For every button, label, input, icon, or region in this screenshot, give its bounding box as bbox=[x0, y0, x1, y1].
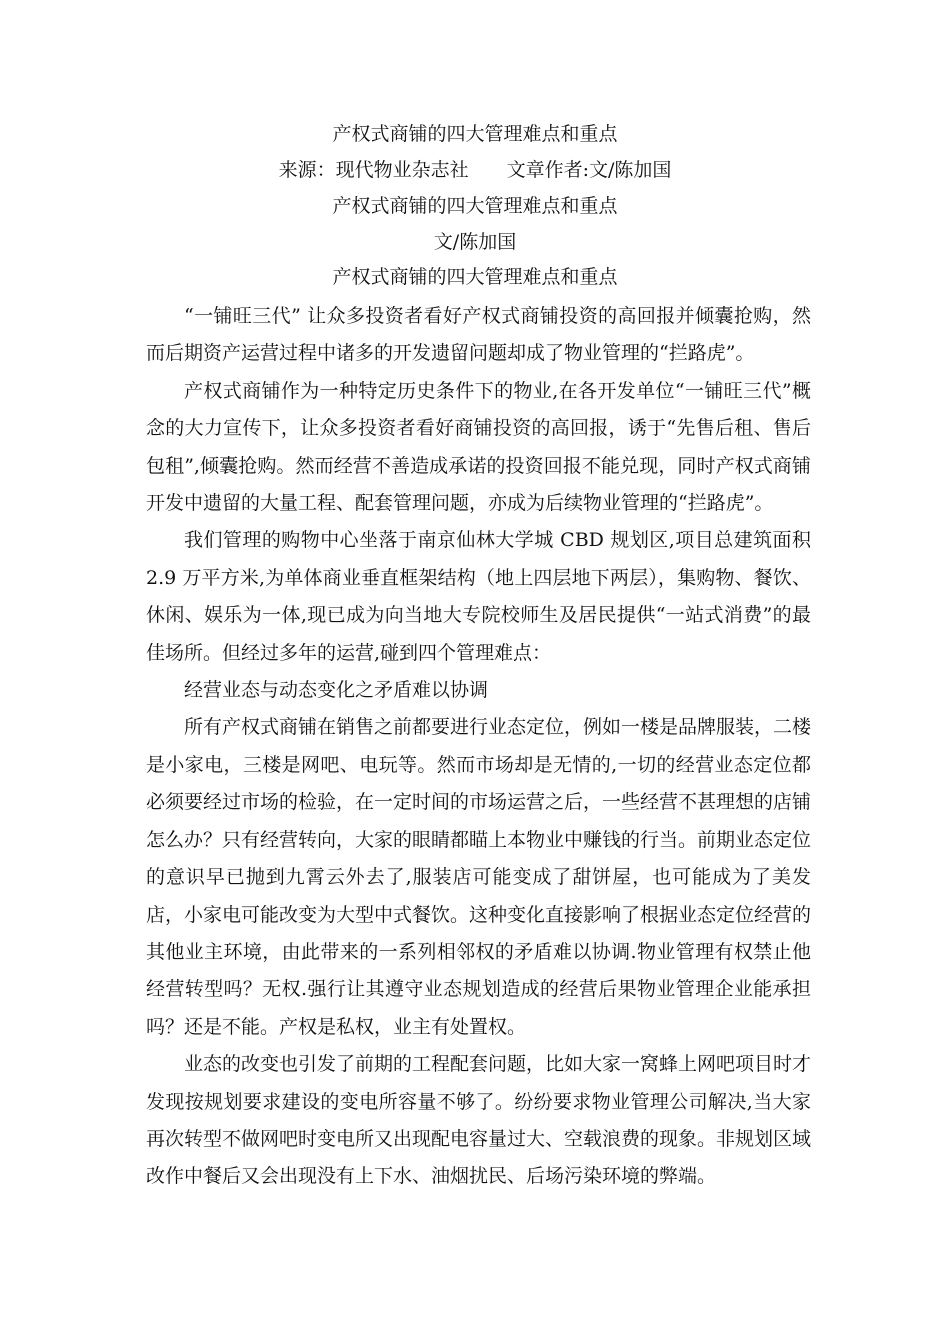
source-line bbox=[0, 158, 950, 182]
paragraph: 我们管理的购物中心坐落于南京仙林大学城 CBD 规划区,项目总建筑面积 2.9 万平方米,为单体商业垂直框架结构（地上四层地下两层），集购物、餐饮、休闲、娱乐为一体,现已成为向当地大专院校师生及居民提供“一站式消费”的最佳场所。但经过多年的运营,碰到四个管理难点： bbox=[146, 529, 811, 664]
byline: 文/陈加国 bbox=[433, 231, 517, 253]
paragraph: 业态的改变也引发了前期的工程配套问题，比如大家一窝蜂上网吧项目时才发现按规划要求建设的变电所容量不够了。纷纷要求物业管理公司解决,当大家再次转型不做网吧时变电所又出现配电容量过大、空载浪费的现象。非规划区域改作中餐后又会出现没有上下水、油烟扰民、后场污染环境的弊端。 bbox=[146, 1053, 812, 1188]
paragraph: 所有产权式商铺在销售之前都要进行业态定位，例如一楼是品牌服装，二楼是小家电，三楼是网吧、电玩等。然而市场却是无情的,一切的经营业态定位都必须要经过市场的检验，在一定时间的市场运营之后，一些经营不甚理想的店铺怎么办？只有经营转向，大家的眼睛都瞄上本物业中赚钱的行当。前期业态定位的意识早已抛到九霄云外去了,服装店可能变成了甜饼屋，也可能成为了美发店，小家电可能改变为大型中式餐饮。这种变化直接影响了根据业态定位经营的其他业主环境，由此带来的一系列相邻权的矛盾难以协调.物业管理有权禁止他经营转型吗？无权.强行让其遵守业态规划造成的经营后果物业管理企业能承担吗？还是不能。产权是私权，业主有处置权。 bbox=[146, 716, 812, 1038]
paragraph: 产权式商铺作为一种特定历史条件下的物业,在各开发单位“一铺旺三代”概念的大力宣传下，让众多投资者看好商铺投资的高回报，诱于“先售后租、售后包租”,倾囊抢购。然而经营不善造成承诺的投资回报不能兑现，同时产权式商铺开发中遗留的大量工程、配套管理问题，亦成为后续物业管理的“拦路虎”。 bbox=[146, 379, 811, 515]
author-label: 文章作者:文/陈加国 bbox=[506, 159, 672, 181]
paragraph: “一铺旺三代” 让众多投资者看好产权式商铺投资的高回报并倾囊抢购，然而后期资产运营过程中诸多的开发遗留问题却成了物业管理的“拦路虎”。 bbox=[146, 305, 811, 365]
article-body bbox=[146, 298, 811, 1196]
document-title-third: 产权式商铺的四大管理难点和重点 bbox=[332, 266, 618, 288]
source-label: 来源：现代物业杂志社 bbox=[278, 159, 469, 181]
document-title-repeat: 产权式商铺的四大管理难点和重点 bbox=[332, 195, 618, 217]
section-subheading: 经营业态与动态变化之矛盾难以协调 bbox=[184, 679, 489, 702]
document-title: 产权式商铺的四大管理难点和重点 bbox=[332, 123, 618, 145]
